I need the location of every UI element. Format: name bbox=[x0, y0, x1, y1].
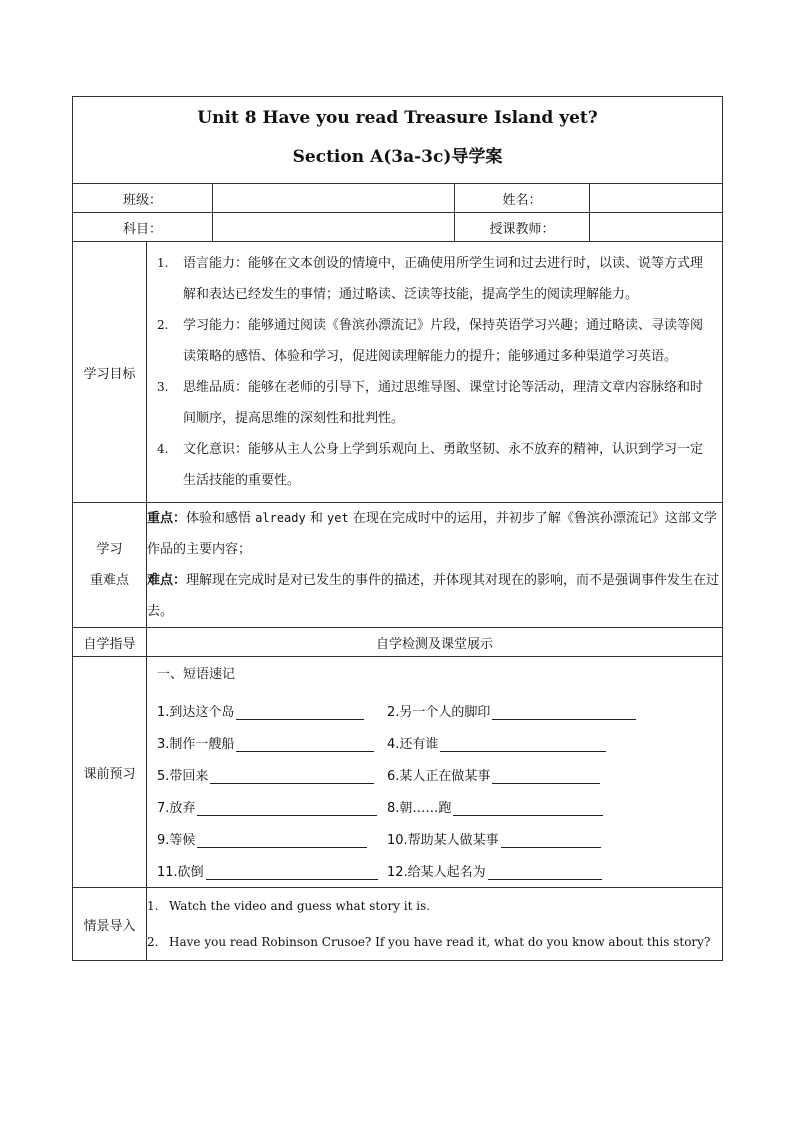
phrase-row bbox=[157, 689, 712, 721]
phrase-row bbox=[157, 817, 712, 849]
phrase-prompt: 2.另一个人的脚印 bbox=[387, 705, 491, 720]
phrase-prompt: 1.到达这个岛 bbox=[157, 705, 235, 720]
phrase-row bbox=[157, 785, 712, 817]
guide-row bbox=[73, 628, 723, 657]
objectives-label: 学习目标 bbox=[73, 242, 147, 503]
answer-blank[interactable] bbox=[492, 705, 636, 720]
worksheet bbox=[72, 96, 722, 961]
answer-blank[interactable] bbox=[440, 737, 606, 752]
preview-label: 课前预习 bbox=[73, 657, 147, 888]
answer-blank[interactable] bbox=[488, 865, 602, 880]
answer-blank[interactable] bbox=[453, 801, 603, 816]
keypoints-content bbox=[147, 503, 723, 628]
answer-blank[interactable] bbox=[197, 801, 377, 816]
keypoints-label: 学习 重难点 bbox=[73, 503, 147, 628]
title-line-1: Unit 8 Have you read Treasure Island yet? bbox=[197, 108, 598, 128]
intro-item: 1. Watch the video and guess what story it is. bbox=[147, 899, 431, 913]
teacher-label: 授课教师： bbox=[455, 213, 590, 242]
phrase-prompt: 9.等候 bbox=[157, 833, 196, 848]
phrase-prompt: 3.制作一艘船 bbox=[157, 737, 235, 752]
intro-row bbox=[73, 888, 723, 961]
phrase-prompt: 4.还有谁 bbox=[387, 737, 439, 752]
phrase-row bbox=[157, 849, 712, 881]
answer-blank[interactable] bbox=[492, 769, 600, 784]
objectives-list bbox=[147, 242, 722, 502]
intro-label: 情景导入 bbox=[73, 888, 147, 961]
class-field[interactable] bbox=[213, 184, 455, 213]
preview-row bbox=[73, 657, 723, 888]
phrase-section bbox=[147, 657, 722, 887]
keypoints-row bbox=[73, 503, 723, 628]
objective-item: 3. 思维品质：能够在老师的引导下，通过思维导图、课堂讨论等活动，理清文章内容脉络和时间顺序，提高思维的深刻性和批判性。 bbox=[157, 380, 704, 426]
subject-field[interactable] bbox=[213, 213, 455, 242]
name-field[interactable] bbox=[590, 184, 723, 213]
objective-item: 4. 文化意识：能够从主人公身上学到乐观向上、勇敢坚韧、永不放弃的精神，认识到学习一定生活技能的重要性。 bbox=[157, 442, 704, 488]
phrase-prompt: 6.某人正在做某事 bbox=[387, 769, 491, 784]
phrase-prompt: 5.带回来 bbox=[157, 769, 209, 784]
teacher-field[interactable] bbox=[590, 213, 723, 242]
answer-blank[interactable] bbox=[236, 737, 374, 752]
phrase-prompt: 11.砍倒 bbox=[157, 865, 204, 880]
class-name-row bbox=[73, 184, 723, 213]
guide-label: 自学指导 bbox=[73, 628, 147, 657]
name-label: 姓名： bbox=[455, 184, 590, 213]
phrase-prompt: 12.给某人起名为 bbox=[387, 865, 486, 880]
answer-blank[interactable] bbox=[236, 705, 364, 720]
difficult-point: 难点：理解现在完成时是对已发生的事件的描述，并体现其对现在的影响，而不是强调事件发生在过去。 bbox=[147, 573, 720, 619]
intro-item: 2. Have you read Robinson Crusoe? If you have read it, what do you know about this story? bbox=[147, 935, 711, 949]
phrase-prompt: 8.朝……跑 bbox=[387, 801, 452, 816]
phrase-row bbox=[157, 753, 712, 785]
title-row bbox=[73, 97, 723, 184]
objective-item: 1. 语言能力：能够在文本创设的情境中，正确使用所学生词和过去进行时，以读、说等方式理解和表达已经发生的事情；通过略读、泛读等技能，提高学生的阅读理解能力。 bbox=[157, 256, 704, 302]
phrase-prompt: 7.放弃 bbox=[157, 801, 196, 816]
class-label: 班级： bbox=[73, 184, 213, 213]
answer-blank[interactable] bbox=[501, 833, 601, 848]
title-line-2: Section A(3a-3c)导学案 bbox=[292, 147, 503, 167]
answer-blank[interactable] bbox=[210, 769, 374, 784]
key-point: 重点：体验和感悟 already 和 yet 在现在完成时中的运用，并初步了解《鲁滨孙漂流记》这部文学作品的主要内容； bbox=[147, 511, 717, 557]
objectives-row bbox=[73, 242, 723, 503]
phrase-prompt: 10.帮助某人做某事 bbox=[387, 833, 499, 848]
answer-blank[interactable] bbox=[197, 833, 367, 848]
phrase-row bbox=[157, 721, 712, 753]
objective-item: 2. 学习能力：能够通过阅读《鲁滨孙漂流记》片段，保持英语学习兴趣；通过略读、寻读等阅读策略的感悟、体验和学习，促进阅读理解能力的提升；能够通过多种渠道学习英语。 bbox=[157, 318, 704, 364]
guide-heading: 自学检测及课堂展示 bbox=[147, 628, 723, 657]
subject-teacher-row bbox=[73, 213, 723, 242]
subject-label: 科目： bbox=[73, 213, 213, 242]
phrase-section-title: 一、短语速记 bbox=[157, 667, 236, 682]
answer-blank[interactable] bbox=[206, 865, 378, 880]
guide-table bbox=[72, 96, 723, 961]
